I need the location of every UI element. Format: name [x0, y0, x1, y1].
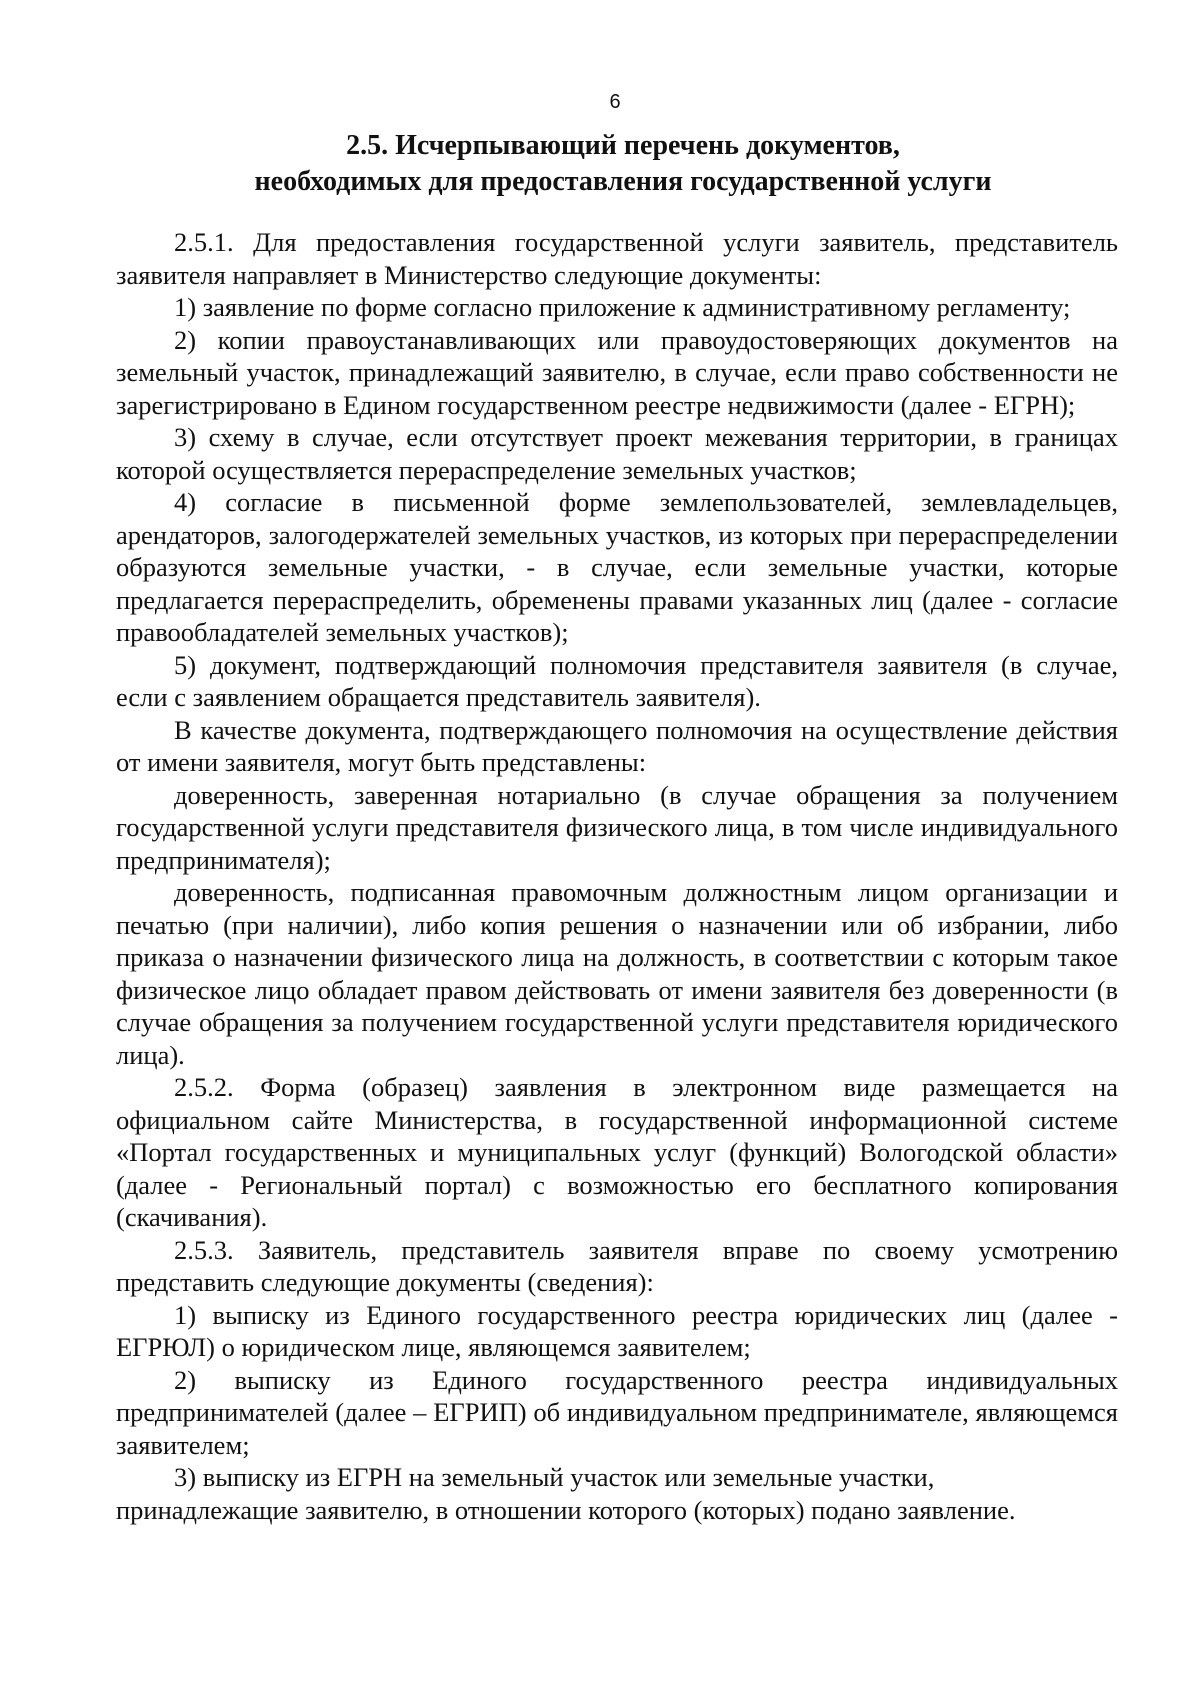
paragraph-authority-types: В качестве документа, подтверждающего полномочия на осуществление действия от имени заявителя, могут быть представлены:: [116, 714, 1118, 777]
list-item-egrul-extract: 1) выписку из Единого государственного реестра юридических лиц (далее - ЕГРЮЛ) о юридическом лице, являющемся заявителем;: [116, 1299, 1118, 1362]
section-heading-line-2: необходимых для предоставления государственной услуги: [254, 166, 992, 197]
list-item-consent: 4) согласие в письменной форме землепользователей, землевладельцев, арендаторов, залогодержателей земельных участков, из которых при перераспределении образуются земельные участки, - в случае, если земельные участки, которые предлагается перераспределить, обременены правами указанных лиц (далее - согласие правообладателей земельных участков);: [116, 487, 1118, 647]
document-body: [116, 226, 1118, 1526]
page-number: 6: [609, 91, 621, 113]
list-item-application: 1) заявление по форме согласно приложение к административному регламенту;: [174, 292, 1071, 322]
paragraph-notarized-power-of-attorney: доверенность, заверенная нотариально (в случае обращения за получением государственной услуги представителя физического лица, в том числе индивидуального предпринимателя);: [116, 779, 1118, 875]
list-item-title-documents: 2) копии правоустанавливающих или правоудостоверяющих документов на земельный участок, принадлежащий заявителю, в случае, если право собственности не зарегистрировано в Едином государственном реестре недвижимости (далее - ЕГРН);: [116, 324, 1118, 420]
list-item-egrn-extract: 3) выписку из ЕГРН на земельный участок или земельные участки, принадлежащие заявителю, в отношении которого (которых) подано заявление.: [116, 1462, 1016, 1525]
paragraph-2-5-3: 2.5.3. Заявитель, представитель заявителя вправе по своему усмотрению представить следующие документы (сведения):: [116, 1234, 1118, 1297]
list-item-authority-document: 5) документ, подтверждающий полномочия представителя заявителя (в случае, если с заявлением обращается представитель заявителя).: [116, 649, 1118, 712]
paragraph-2-5-2: 2.5.2. Форма (образец) заявления в электронном виде размещается на официальном сайте Министерства, в государственной информационной системе «Портал государственных и муниципальных услуг (функций) Вологодской области» (далее - Региональный портал) с возможностью его бесплатного копирования (скачивания).: [116, 1072, 1118, 1232]
section-heading: [118, 128, 1128, 200]
list-item-egrip-extract: 2) выписку из Единого государственного реестра индивидуальных предпринимателей (далее – ЕГРИП) об индивидуальном предпринимателе, являющемся заявителем;: [116, 1364, 1118, 1460]
paragraph-2-5-1: 2.5.1. Для предоставления государственной услуги заявитель, представитель заявителя направляет в Министерство следующие документы:: [116, 227, 1118, 290]
paragraph-signed-power-of-attorney: доверенность, подписанная правомочным должностным лицом организации и печатью (при наличии), либо копия решения о назначении или об избрании, либо приказа о назначении физического лица на должность, в соответствии с которым такое физическое лицо обладает правом действовать от имени заявителя без доверенности (в случае обращения за получением государственной услуги представителя юридического лица).: [116, 877, 1118, 1070]
section-heading-line-1: 2.5. Исчерпывающий перечень документов,: [346, 130, 900, 161]
list-item-scheme: 3) схему в случае, если отсутствует проект межевания территории, в границах которой осуществляется перераспределение земельных участков;: [116, 422, 1118, 485]
